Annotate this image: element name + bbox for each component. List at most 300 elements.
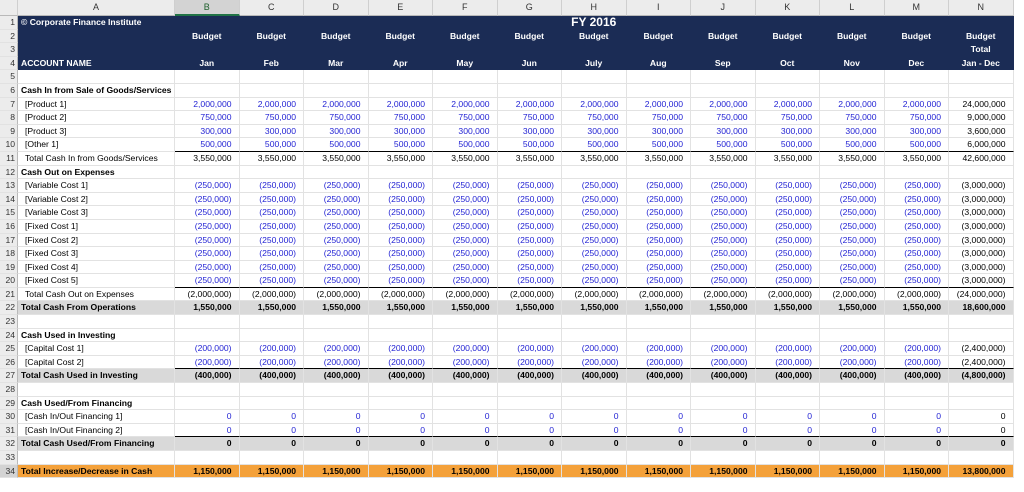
value-cell-july[interactable]: (200,000): [562, 356, 627, 370]
cell[interactable]: [756, 84, 821, 98]
annual-total-cell[interactable]: 42,600,000: [949, 152, 1014, 166]
header-cell[interactable]: [240, 16, 305, 30]
select-all-corner[interactable]: [0, 0, 18, 16]
value-cell-dec[interactable]: 0: [885, 424, 950, 438]
row-header-9[interactable]: 9: [0, 125, 18, 139]
value-cell-mar[interactable]: (250,000): [304, 261, 369, 275]
value-cell-oct[interactable]: 1,550,000: [756, 301, 821, 315]
column-header-i[interactable]: I: [627, 0, 692, 16]
value-cell-jan[interactable]: 0: [175, 424, 240, 438]
header-cell[interactable]: [369, 16, 434, 30]
cell[interactable]: [885, 315, 950, 329]
cell[interactable]: [885, 70, 950, 84]
cell[interactable]: [949, 84, 1014, 98]
value-cell-sep[interactable]: 2,000,000: [691, 98, 756, 112]
cell[interactable]: [498, 166, 563, 180]
annual-total-cell[interactable]: 9,000,000: [949, 111, 1014, 125]
value-cell-jan[interactable]: 750,000: [175, 111, 240, 125]
value-cell-jan[interactable]: (250,000): [175, 234, 240, 248]
value-cell-dec[interactable]: (250,000): [885, 274, 950, 288]
header-cell[interactable]: [820, 16, 885, 30]
value-cell-dec[interactable]: (400,000): [885, 369, 950, 383]
header-cell[interactable]: [304, 43, 369, 57]
value-cell-jan[interactable]: (200,000): [175, 342, 240, 356]
value-cell-oct[interactable]: 1,150,000: [756, 465, 821, 479]
annual-total-cell[interactable]: (3,000,000): [949, 193, 1014, 207]
value-cell-apr[interactable]: (250,000): [369, 206, 434, 220]
value-cell-jun[interactable]: (250,000): [498, 274, 563, 288]
header-cell[interactable]: [498, 43, 563, 57]
header-cell[interactable]: [756, 43, 821, 57]
value-cell-jun[interactable]: (250,000): [498, 206, 563, 220]
cell[interactable]: [562, 329, 627, 343]
cell[interactable]: [498, 451, 563, 465]
value-cell-oct[interactable]: (400,000): [756, 369, 821, 383]
value-cell-mar[interactable]: (200,000): [304, 342, 369, 356]
account-label[interactable]: [Product 1]: [18, 98, 175, 112]
header-cell[interactable]: [691, 16, 756, 30]
value-cell-mar[interactable]: 3,550,000: [304, 152, 369, 166]
value-cell-jun[interactable]: 750,000: [498, 111, 563, 125]
value-cell-apr[interactable]: 1,550,000: [369, 301, 434, 315]
cell[interactable]: [304, 397, 369, 411]
cell[interactable]: [433, 451, 498, 465]
cell[interactable]: [756, 315, 821, 329]
annual-total-cell[interactable]: 3,600,000: [949, 125, 1014, 139]
annual-total-cell[interactable]: (3,000,000): [949, 274, 1014, 288]
value-cell-dec[interactable]: 3,550,000: [885, 152, 950, 166]
value-cell-dec[interactable]: (200,000): [885, 356, 950, 370]
cell[interactable]: [369, 84, 434, 98]
account-label[interactable]: [Fixed Cost 2]: [18, 234, 175, 248]
value-cell-dec[interactable]: 1,550,000: [885, 301, 950, 315]
value-cell-dec[interactable]: (250,000): [885, 179, 950, 193]
value-cell-nov[interactable]: (250,000): [820, 206, 885, 220]
value-cell-apr[interactable]: (250,000): [369, 234, 434, 248]
value-cell-nov[interactable]: (2,000,000): [820, 288, 885, 302]
value-cell-apr[interactable]: 1,150,000: [369, 465, 434, 479]
cell[interactable]: [175, 84, 240, 98]
value-cell-apr[interactable]: 2,000,000: [369, 98, 434, 112]
cell[interactable]: [820, 383, 885, 397]
cell[interactable]: [433, 315, 498, 329]
cell[interactable]: [562, 166, 627, 180]
row-header-1[interactable]: 1: [0, 16, 18, 30]
row-header-16[interactable]: 16: [0, 220, 18, 234]
account-label[interactable]: [Product 2]: [18, 111, 175, 125]
row-header-4[interactable]: 4: [0, 57, 18, 71]
value-cell-jan[interactable]: (250,000): [175, 261, 240, 275]
cell[interactable]: [820, 84, 885, 98]
column-header-k[interactable]: K: [756, 0, 821, 16]
value-cell-may[interactable]: (200,000): [433, 342, 498, 356]
value-cell-mar[interactable]: (2,000,000): [304, 288, 369, 302]
value-cell-may[interactable]: (250,000): [433, 247, 498, 261]
value-cell-jun[interactable]: 3,550,000: [498, 152, 563, 166]
row-header-17[interactable]: 17: [0, 234, 18, 248]
cell[interactable]: [562, 315, 627, 329]
value-cell-aug[interactable]: 3,550,000: [627, 152, 692, 166]
value-cell-jun[interactable]: 0: [498, 410, 563, 424]
value-cell-sep[interactable]: (250,000): [691, 220, 756, 234]
value-cell-july[interactable]: 1,550,000: [562, 301, 627, 315]
value-cell-mar[interactable]: (250,000): [304, 247, 369, 261]
value-cell-sep[interactable]: 0: [691, 424, 756, 438]
value-cell-may[interactable]: (250,000): [433, 193, 498, 207]
cell[interactable]: [949, 166, 1014, 180]
value-cell-sep[interactable]: 1,550,000: [691, 301, 756, 315]
value-cell-nov[interactable]: 0: [820, 410, 885, 424]
account-label[interactable]: [Other 1]: [18, 138, 175, 152]
value-cell-dec[interactable]: 0: [885, 437, 950, 451]
cell[interactable]: [240, 329, 305, 343]
value-cell-july[interactable]: (250,000): [562, 220, 627, 234]
value-cell-july[interactable]: (250,000): [562, 274, 627, 288]
value-cell-oct[interactable]: (200,000): [756, 356, 821, 370]
value-cell-dec[interactable]: (250,000): [885, 247, 950, 261]
row-header-2[interactable]: 2: [0, 30, 18, 44]
column-header-b[interactable]: B: [175, 0, 240, 16]
header-cell[interactable]: [18, 43, 175, 57]
annual-total-cell[interactable]: 13,800,000: [949, 465, 1014, 479]
value-cell-jun[interactable]: 0: [498, 437, 563, 451]
row-header-34[interactable]: 34: [0, 465, 18, 479]
value-cell-may[interactable]: 500,000: [433, 138, 498, 152]
value-cell-jan[interactable]: (250,000): [175, 247, 240, 261]
value-cell-jun[interactable]: (200,000): [498, 356, 563, 370]
value-cell-aug[interactable]: (200,000): [627, 342, 692, 356]
value-cell-jan[interactable]: (250,000): [175, 193, 240, 207]
column-header-g[interactable]: G: [498, 0, 563, 16]
value-cell-jun[interactable]: (250,000): [498, 220, 563, 234]
cell[interactable]: [949, 70, 1014, 84]
cell[interactable]: [691, 166, 756, 180]
value-cell-may[interactable]: (400,000): [433, 369, 498, 383]
account-label[interactable]: [Cash In/Out Financing 1]: [18, 410, 175, 424]
value-cell-jan[interactable]: (250,000): [175, 206, 240, 220]
row-header-7[interactable]: 7: [0, 98, 18, 112]
value-cell-july[interactable]: (250,000): [562, 261, 627, 275]
value-cell-oct[interactable]: 0: [756, 437, 821, 451]
row-header-27[interactable]: 27: [0, 369, 18, 383]
row-header-20[interactable]: 20: [0, 274, 18, 288]
cell[interactable]: [562, 451, 627, 465]
value-cell-aug[interactable]: (2,000,000): [627, 288, 692, 302]
value-cell-feb[interactable]: (2,000,000): [240, 288, 305, 302]
cell[interactable]: [304, 70, 369, 84]
value-cell-mar[interactable]: (400,000): [304, 369, 369, 383]
value-cell-mar[interactable]: 500,000: [304, 138, 369, 152]
value-cell-oct[interactable]: (250,000): [756, 193, 821, 207]
value-cell-sep[interactable]: (250,000): [691, 179, 756, 193]
value-cell-oct[interactable]: (250,000): [756, 274, 821, 288]
value-cell-oct[interactable]: (250,000): [756, 247, 821, 261]
total-row-label[interactable]: Total Cash Used/From Financing: [18, 437, 175, 451]
annual-total-cell[interactable]: (3,000,000): [949, 247, 1014, 261]
value-cell-aug[interactable]: (250,000): [627, 261, 692, 275]
value-cell-feb[interactable]: (250,000): [240, 274, 305, 288]
value-cell-aug[interactable]: (250,000): [627, 234, 692, 248]
value-cell-aug[interactable]: 1,150,000: [627, 465, 692, 479]
value-cell-feb[interactable]: (200,000): [240, 342, 305, 356]
value-cell-jun[interactable]: (250,000): [498, 179, 563, 193]
cell[interactable]: [885, 84, 950, 98]
cell[interactable]: [885, 329, 950, 343]
value-cell-mar[interactable]: 750,000: [304, 111, 369, 125]
cell[interactable]: [18, 451, 175, 465]
value-cell-aug[interactable]: (250,000): [627, 247, 692, 261]
cell[interactable]: [304, 451, 369, 465]
cell[interactable]: [885, 397, 950, 411]
value-cell-sep[interactable]: 1,150,000: [691, 465, 756, 479]
value-cell-dec[interactable]: 0: [885, 410, 950, 424]
cell[interactable]: [820, 397, 885, 411]
cell[interactable]: [498, 84, 563, 98]
value-cell-jan[interactable]: 500,000: [175, 138, 240, 152]
value-cell-nov[interactable]: (200,000): [820, 356, 885, 370]
cell[interactable]: [691, 451, 756, 465]
cell[interactable]: [498, 315, 563, 329]
cell[interactable]: [433, 329, 498, 343]
header-cell[interactable]: [304, 16, 369, 30]
value-cell-july[interactable]: 0: [562, 437, 627, 451]
cell[interactable]: [433, 383, 498, 397]
value-cell-dec[interactable]: (250,000): [885, 234, 950, 248]
value-cell-feb[interactable]: 1,550,000: [240, 301, 305, 315]
account-label[interactable]: [Fixed Cost 4]: [18, 261, 175, 275]
value-cell-nov[interactable]: 1,550,000: [820, 301, 885, 315]
value-cell-feb[interactable]: 2,000,000: [240, 98, 305, 112]
value-cell-mar[interactable]: 0: [304, 424, 369, 438]
value-cell-jun[interactable]: 500,000: [498, 138, 563, 152]
account-label[interactable]: [Fixed Cost 5]: [18, 274, 175, 288]
column-header-f[interactable]: F: [433, 0, 498, 16]
value-cell-nov[interactable]: (250,000): [820, 261, 885, 275]
value-cell-feb[interactable]: 0: [240, 410, 305, 424]
value-cell-july[interactable]: 0: [562, 424, 627, 438]
cell[interactable]: [175, 329, 240, 343]
value-cell-aug[interactable]: (250,000): [627, 179, 692, 193]
value-cell-mar[interactable]: (250,000): [304, 234, 369, 248]
section-heading[interactable]: Cash In from Sale of Goods/Services: [18, 84, 175, 98]
annual-total-cell[interactable]: 0: [949, 410, 1014, 424]
cell[interactable]: [304, 315, 369, 329]
row-header-28[interactable]: 28: [0, 383, 18, 397]
value-cell-sep[interactable]: (250,000): [691, 261, 756, 275]
column-header-n[interactable]: N: [949, 0, 1014, 16]
row-header-21[interactable]: 21: [0, 288, 18, 302]
cell[interactable]: [498, 397, 563, 411]
value-cell-apr[interactable]: (250,000): [369, 247, 434, 261]
cell[interactable]: [369, 329, 434, 343]
value-cell-mar[interactable]: (250,000): [304, 274, 369, 288]
value-cell-july[interactable]: 0: [562, 410, 627, 424]
value-cell-dec[interactable]: 2,000,000: [885, 98, 950, 112]
value-cell-feb[interactable]: (250,000): [240, 234, 305, 248]
value-cell-sep[interactable]: (200,000): [691, 356, 756, 370]
value-cell-sep[interactable]: (250,000): [691, 274, 756, 288]
value-cell-apr[interactable]: (250,000): [369, 220, 434, 234]
value-cell-dec[interactable]: 750,000: [885, 111, 950, 125]
value-cell-may[interactable]: 3,550,000: [433, 152, 498, 166]
cell[interactable]: [433, 166, 498, 180]
value-cell-apr[interactable]: (400,000): [369, 369, 434, 383]
value-cell-oct[interactable]: (250,000): [756, 261, 821, 275]
value-cell-oct[interactable]: (2,000,000): [756, 288, 821, 302]
value-cell-oct[interactable]: 3,550,000: [756, 152, 821, 166]
row-header-3[interactable]: 3: [0, 43, 18, 57]
header-cell[interactable]: [627, 43, 692, 57]
value-cell-oct[interactable]: (250,000): [756, 206, 821, 220]
annual-total-cell[interactable]: (4,800,000): [949, 369, 1014, 383]
value-cell-jun[interactable]: (250,000): [498, 261, 563, 275]
column-header-d[interactable]: D: [304, 0, 369, 16]
column-header-m[interactable]: M: [885, 0, 950, 16]
cell[interactable]: [820, 329, 885, 343]
header-cell[interactable]: [562, 43, 627, 57]
value-cell-nov[interactable]: (250,000): [820, 274, 885, 288]
value-cell-jun[interactable]: 1,550,000: [498, 301, 563, 315]
value-cell-feb[interactable]: 0: [240, 437, 305, 451]
cell[interactable]: [691, 397, 756, 411]
cell[interactable]: [18, 383, 175, 397]
header-cell[interactable]: [885, 16, 950, 30]
value-cell-mar[interactable]: 1,550,000: [304, 301, 369, 315]
cell[interactable]: [820, 166, 885, 180]
value-cell-mar[interactable]: 1,150,000: [304, 465, 369, 479]
cell[interactable]: [820, 70, 885, 84]
cell[interactable]: [304, 329, 369, 343]
value-cell-may[interactable]: 0: [433, 410, 498, 424]
cell[interactable]: [240, 383, 305, 397]
value-cell-mar[interactable]: 0: [304, 437, 369, 451]
value-cell-may[interactable]: 1,150,000: [433, 465, 498, 479]
cell[interactable]: [885, 166, 950, 180]
value-cell-july[interactable]: (250,000): [562, 247, 627, 261]
column-header-c[interactable]: C: [240, 0, 305, 16]
value-cell-jun[interactable]: 300,000: [498, 125, 563, 139]
header-cell[interactable]: [820, 43, 885, 57]
cell[interactable]: [498, 383, 563, 397]
value-cell-jan[interactable]: 2,000,000: [175, 98, 240, 112]
account-label[interactable]: [Fixed Cost 3]: [18, 247, 175, 261]
value-cell-apr[interactable]: (200,000): [369, 342, 434, 356]
value-cell-july[interactable]: (250,000): [562, 206, 627, 220]
value-cell-nov[interactable]: 3,550,000: [820, 152, 885, 166]
cell[interactable]: [756, 166, 821, 180]
value-cell-apr[interactable]: 0: [369, 410, 434, 424]
column-header-h[interactable]: H: [562, 0, 627, 16]
value-cell-sep[interactable]: (250,000): [691, 206, 756, 220]
row-header-32[interactable]: 32: [0, 437, 18, 451]
account-label[interactable]: [Variable Cost 1]: [18, 179, 175, 193]
annual-total-cell[interactable]: 6,000,000: [949, 138, 1014, 152]
header-cell[interactable]: [691, 43, 756, 57]
account-label[interactable]: [Variable Cost 3]: [18, 206, 175, 220]
value-cell-apr[interactable]: (250,000): [369, 274, 434, 288]
value-cell-aug[interactable]: (200,000): [627, 356, 692, 370]
value-cell-feb[interactable]: 500,000: [240, 138, 305, 152]
value-cell-aug[interactable]: (250,000): [627, 193, 692, 207]
cell[interactable]: [756, 383, 821, 397]
row-header-18[interactable]: 18: [0, 247, 18, 261]
header-cell[interactable]: [240, 43, 305, 57]
row-header-15[interactable]: 15: [0, 206, 18, 220]
value-cell-july[interactable]: 500,000: [562, 138, 627, 152]
value-cell-dec[interactable]: 300,000: [885, 125, 950, 139]
value-cell-aug[interactable]: 0: [627, 410, 692, 424]
value-cell-apr[interactable]: (200,000): [369, 356, 434, 370]
account-label[interactable]: [Variable Cost 2]: [18, 193, 175, 207]
cell[interactable]: [175, 397, 240, 411]
value-cell-jan[interactable]: (250,000): [175, 220, 240, 234]
value-cell-oct[interactable]: (250,000): [756, 179, 821, 193]
value-cell-apr[interactable]: 500,000: [369, 138, 434, 152]
value-cell-mar[interactable]: (200,000): [304, 356, 369, 370]
cell[interactable]: [240, 84, 305, 98]
row-header-30[interactable]: 30: [0, 410, 18, 424]
value-cell-apr[interactable]: 750,000: [369, 111, 434, 125]
cell[interactable]: [949, 451, 1014, 465]
cell[interactable]: [949, 315, 1014, 329]
cell[interactable]: [175, 315, 240, 329]
row-header-19[interactable]: 19: [0, 261, 18, 275]
value-cell-july[interactable]: (250,000): [562, 179, 627, 193]
cell[interactable]: [369, 451, 434, 465]
value-cell-sep[interactable]: 0: [691, 437, 756, 451]
cell[interactable]: [627, 329, 692, 343]
row-header-31[interactable]: 31: [0, 424, 18, 438]
value-cell-feb[interactable]: (250,000): [240, 193, 305, 207]
account-label[interactable]: [Capital Cost 2]: [18, 356, 175, 370]
account-label[interactable]: [Capital Cost 1]: [18, 342, 175, 356]
cell[interactable]: [562, 70, 627, 84]
value-cell-may[interactable]: 750,000: [433, 111, 498, 125]
value-cell-may[interactable]: 300,000: [433, 125, 498, 139]
value-cell-may[interactable]: (200,000): [433, 356, 498, 370]
cell[interactable]: [627, 315, 692, 329]
value-cell-mar[interactable]: (250,000): [304, 193, 369, 207]
cell[interactable]: [498, 70, 563, 84]
value-cell-apr[interactable]: 3,550,000: [369, 152, 434, 166]
cell[interactable]: [18, 315, 175, 329]
cell[interactable]: [369, 315, 434, 329]
value-cell-apr[interactable]: (250,000): [369, 193, 434, 207]
cell[interactable]: [369, 383, 434, 397]
value-cell-mar[interactable]: (250,000): [304, 220, 369, 234]
total-row-label[interactable]: Total Cash Used in Investing: [18, 369, 175, 383]
value-cell-sep[interactable]: (2,000,000): [691, 288, 756, 302]
value-cell-nov[interactable]: (250,000): [820, 193, 885, 207]
value-cell-jun[interactable]: (250,000): [498, 193, 563, 207]
value-cell-sep[interactable]: 750,000: [691, 111, 756, 125]
value-cell-may[interactable]: (250,000): [433, 261, 498, 275]
value-cell-feb[interactable]: (250,000): [240, 179, 305, 193]
row-header-26[interactable]: 26: [0, 356, 18, 370]
value-cell-nov[interactable]: (250,000): [820, 179, 885, 193]
value-cell-apr[interactable]: 0: [369, 437, 434, 451]
row-header-13[interactable]: 13: [0, 179, 18, 193]
value-cell-aug[interactable]: (250,000): [627, 220, 692, 234]
header-cell[interactable]: [949, 16, 1014, 30]
value-cell-oct[interactable]: (250,000): [756, 234, 821, 248]
cell[interactable]: [562, 397, 627, 411]
value-cell-sep[interactable]: 300,000: [691, 125, 756, 139]
header-cell[interactable]: [756, 16, 821, 30]
cell[interactable]: [369, 166, 434, 180]
value-cell-feb[interactable]: (250,000): [240, 206, 305, 220]
value-cell-aug[interactable]: 500,000: [627, 138, 692, 152]
